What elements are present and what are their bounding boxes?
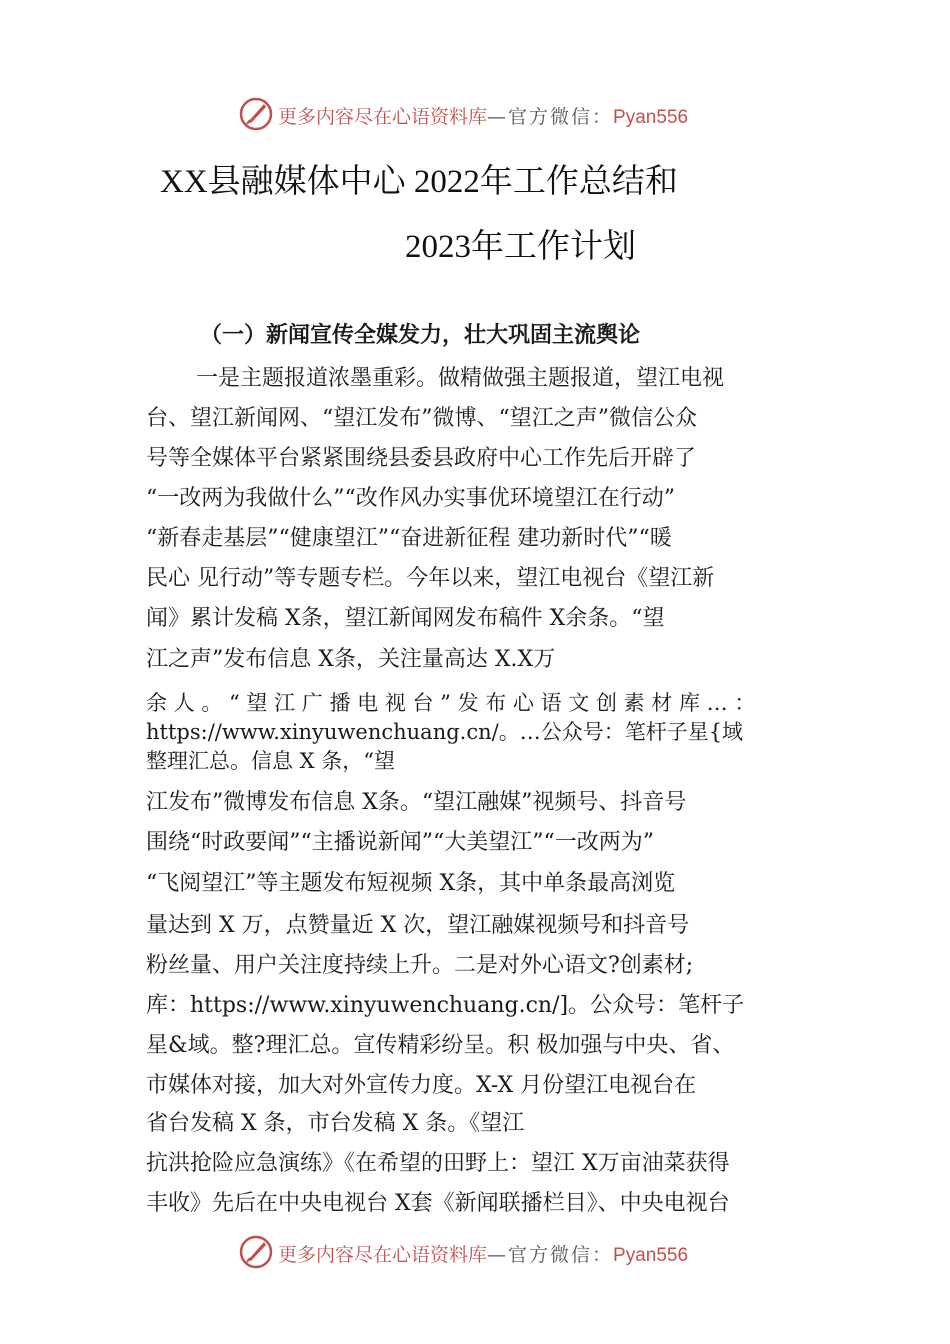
body-line: 江发布”微博发布信息 X条。“望江融媒”视频号、抖音号 — [146, 790, 687, 815]
body-line: 丰收》先后在中央电视台 X套《新闻联播栏目》、中央电视台 — [146, 1191, 730, 1216]
body-line: 抗洪抢险应急演练》《在希望的田野上：望江 X万亩油菜获得 — [146, 1151, 730, 1176]
body-line: “一改两为我做什么”“改作风办实事优环境望江在行动” — [146, 486, 675, 511]
header-banner — [0, 94, 950, 134]
banner-wechat-id: Pyan556 — [613, 1245, 689, 1266]
banner-wechat-label: —官方微信： — [487, 1244, 614, 1266]
body-line: 库：https://www.xinyuwenchuang.cn/]。公众号：笔杆子 — [146, 993, 745, 1018]
body-line: 余 人 。 “ 望 江 广 播 电 视 台 ” 发 布 心 语 文 创 素 材 库 … ： — [146, 691, 756, 715]
body-line: 粉丝量、用户关注度持续上升。二是对外心语文?创素材; — [146, 953, 694, 978]
body-line: “新春走基层”“健康望江”“奋进新征程 建功新时代”“暖 — [146, 526, 672, 551]
banner-library-text: 更多内容尽在心语资料库 — [278, 1244, 488, 1266]
body-line: 一是主题报道浓墨重彩。做精做强主题报道，望江电视 — [196, 366, 725, 391]
body-line: 整理汇总。信息 X 条，“望 — [146, 749, 396, 773]
banner-wechat-id: Pyan556 — [613, 107, 689, 128]
body-line: 市媒体对接，加大对外宣传力度。X-X 月份望江电视台在 — [146, 1073, 697, 1098]
body-line: 量达到 X 万，点赞量近 X 次，望江融媒视频号和抖音号 — [146, 913, 690, 938]
banner-wechat-label: —官方微信： — [487, 106, 614, 128]
header-banner-text — [278, 102, 688, 129]
body-line: 台、望江新闻网、“望江发布”微博、“望江之声”微信公众 — [146, 406, 697, 431]
body-line: 闻》累计发稿 X条，望江新闻网发布稿件 X余条。“望 — [146, 606, 665, 631]
footer-banner-text — [278, 1240, 688, 1267]
body-line: “飞阅望江”等主题发布短视频 X条，其中单条最高浏览 — [146, 871, 676, 896]
section-heading: （一）新闻宣传全媒发力，壮大巩固主流舆论 — [200, 322, 641, 348]
document-title-line1: XX县融媒体中心 2022年工作总结和 — [160, 164, 678, 200]
body-line: 号等全媒体平台紧紧围绕县委县政府中心工作先后开辟了 — [146, 446, 697, 471]
body-line: 围绕“时政要闻”“主播说新闻”“大美望江”“一改两为” — [146, 830, 654, 855]
body-line: 民心 见行动”等专题专栏。今年以来，望江电视台《望江新 — [146, 566, 715, 591]
footer-banner — [0, 1232, 950, 1272]
body-line: 星&域。整?理汇总。宣传精彩纷呈。积 极加强与中央、省、 — [146, 1033, 735, 1058]
body-line: 江之声”发布信息 X条，关注量高达 X.X万 — [146, 647, 556, 672]
document-title-line2: 2023年工作计划 — [405, 229, 636, 265]
banner-library-text: 更多内容尽在心语资料库 — [278, 106, 488, 128]
body-line: 省台发稿 X 条，市台发稿 X 条。《望江 — [146, 1111, 525, 1136]
body-line: https://www.xinyuwenchuang.cn/。…公众号：笔杆子星{域 — [146, 720, 744, 744]
quill-seal-icon — [238, 96, 274, 132]
quill-seal-icon — [238, 1234, 274, 1270]
